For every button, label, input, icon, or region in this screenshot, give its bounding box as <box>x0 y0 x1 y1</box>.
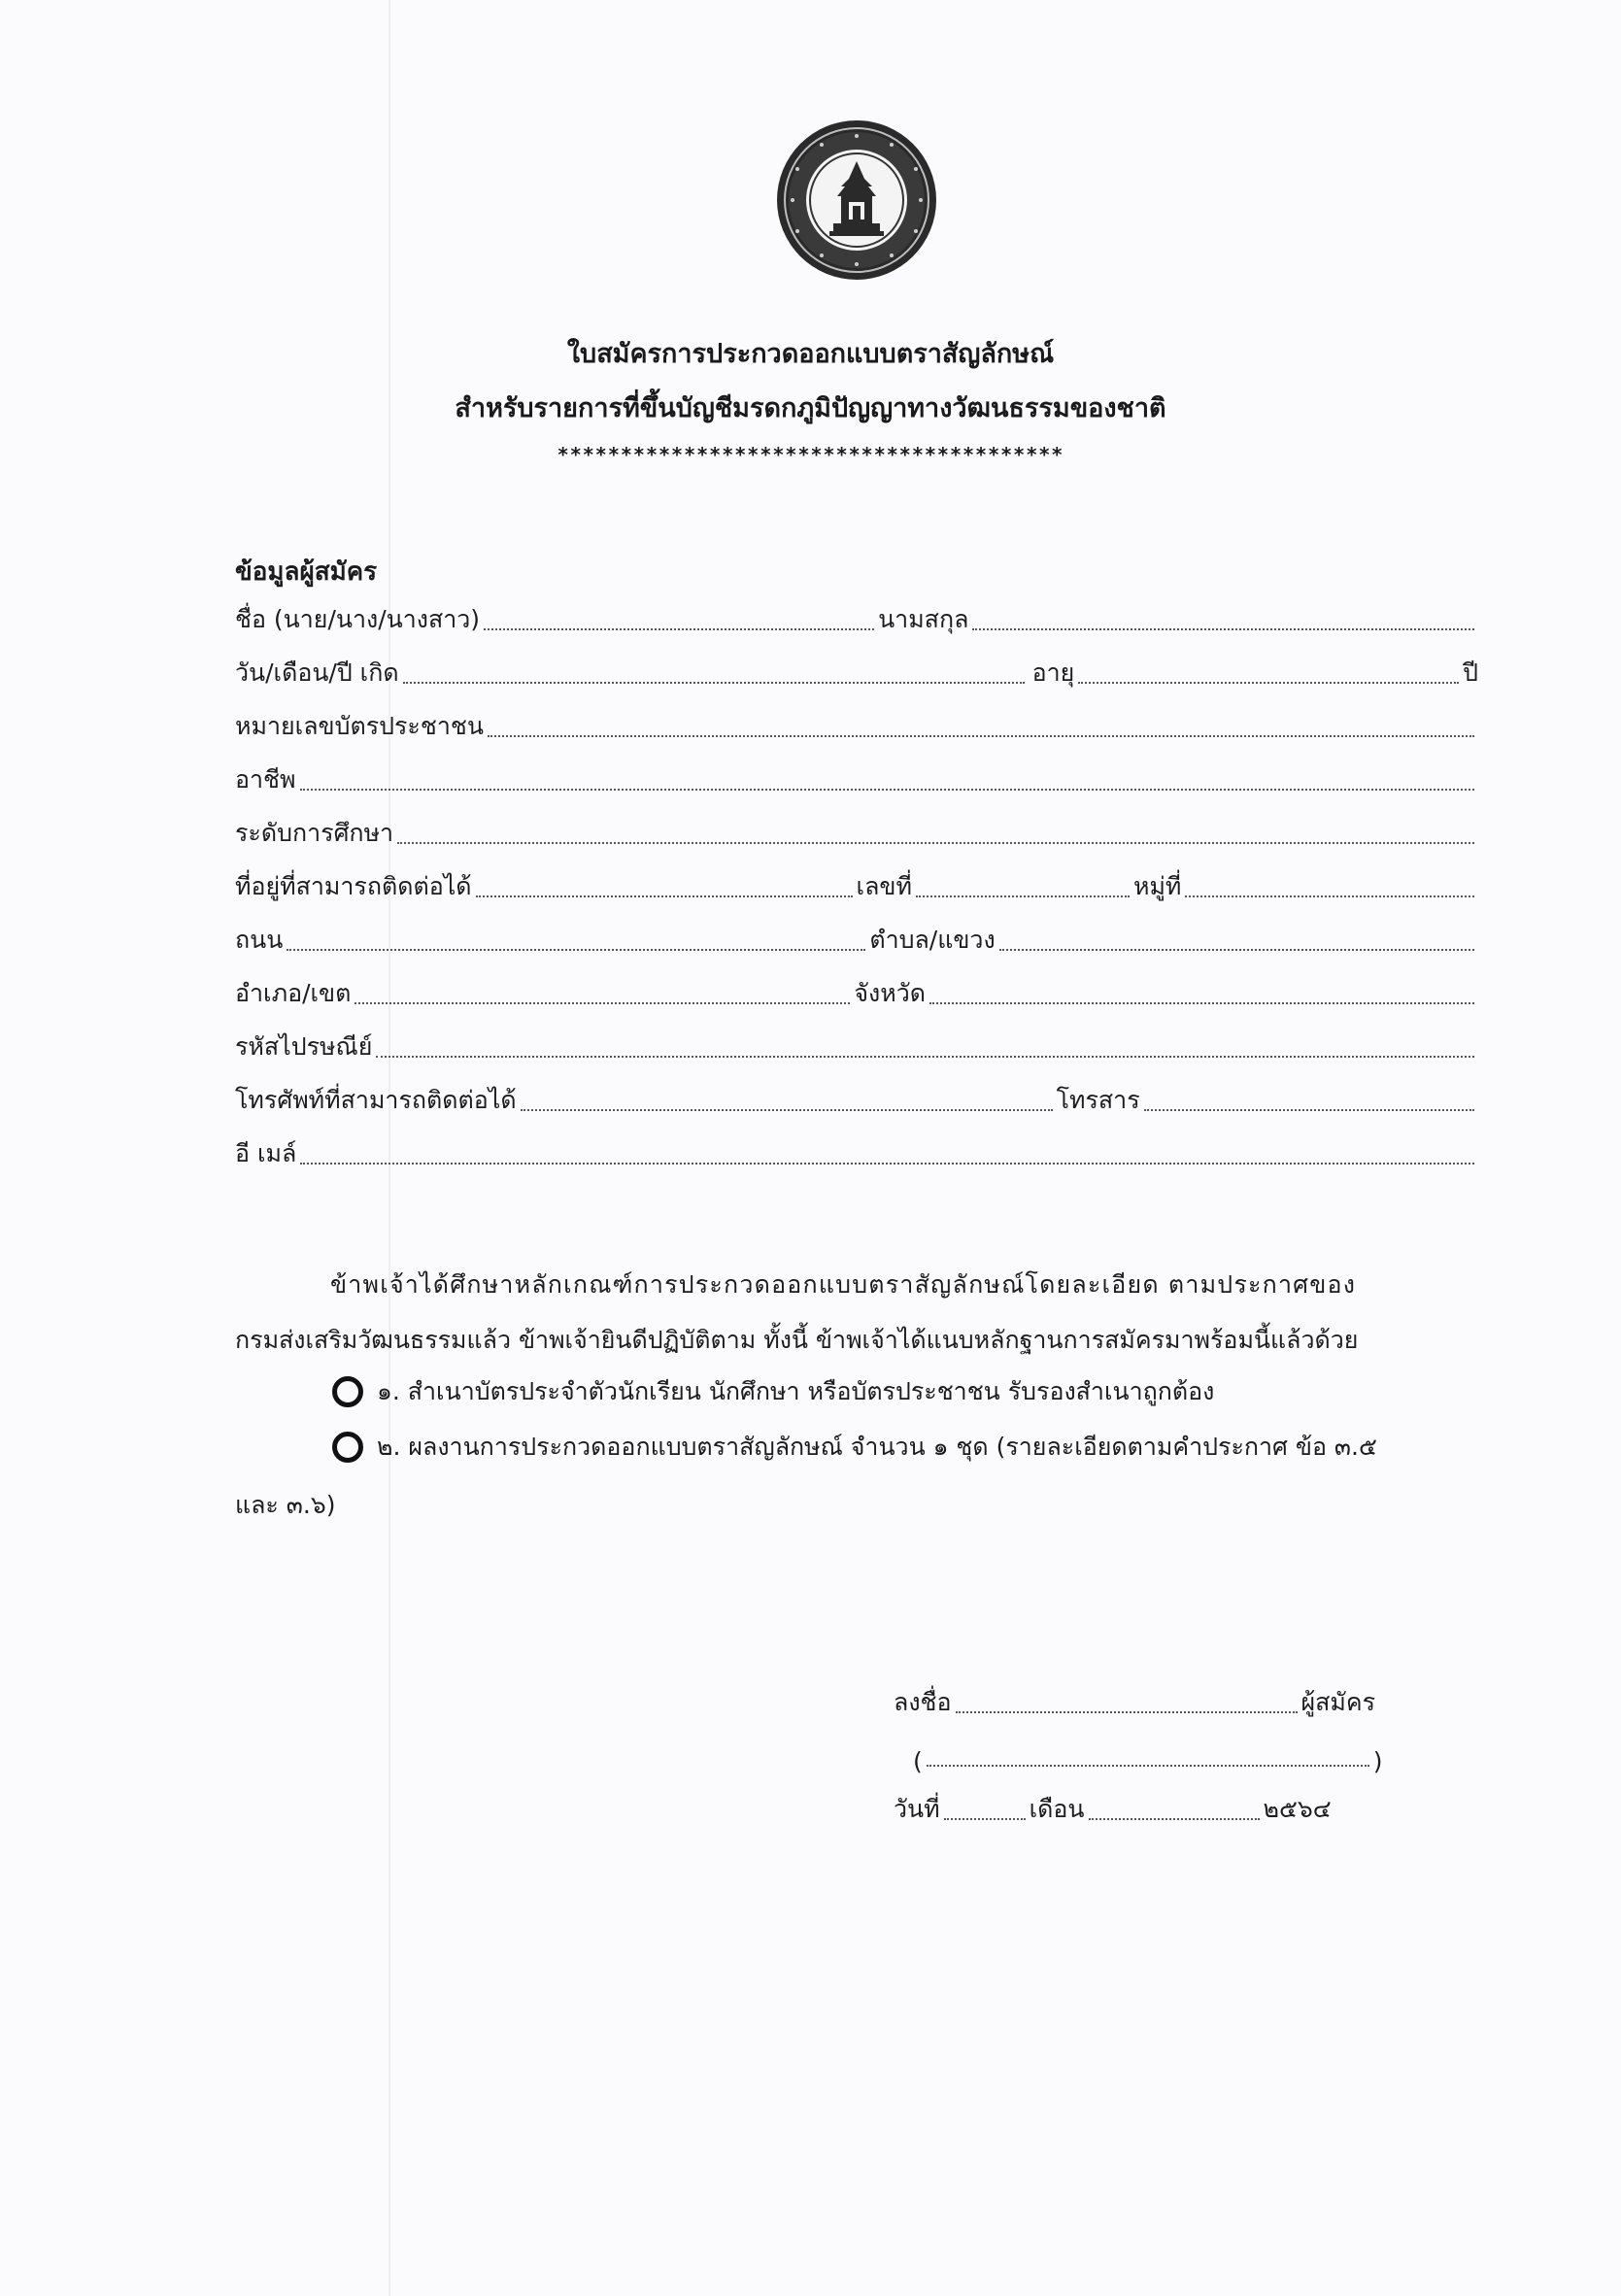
label-name-prefix: ชื่อ (นาย/นาง/นางสาว) <box>235 605 481 633</box>
label-age: อายุ <box>1031 658 1075 687</box>
open-paren: ( <box>913 1747 923 1775</box>
declaration-line-1: ข้าพเจ้าได้ศึกษาหลักเกณฑ์การประกวดออกแบบตราสัญลักษณ์โดยละเอียด ตามประกาศของ <box>330 1270 1357 1299</box>
label-occupation: อาชีพ <box>235 765 296 793</box>
label-month: เดือน <box>1029 1795 1085 1823</box>
field-province[interactable] <box>929 1001 1474 1004</box>
label-day: วันที่ <box>894 1795 940 1823</box>
field-phone[interactable] <box>521 1108 1053 1111</box>
label-district: อำเภอ/เขต <box>235 979 352 1007</box>
signature-row <box>894 1683 1418 1722</box>
label-fax: โทรสาร <box>1056 1086 1140 1114</box>
field-village-no[interactable] <box>1185 895 1474 897</box>
label-id-card: หมายเลขบัตรประชาชน <box>235 712 484 740</box>
field-postal-code[interactable] <box>376 1055 1474 1058</box>
row-education <box>235 814 1478 853</box>
checkbox-circle-icon[interactable] <box>332 1432 363 1463</box>
label-education: ระดับการศึกษา <box>235 819 394 847</box>
form-subtitle: สำหรับรายการที่ขึ้นบัญชีมรดกภูมิปัญญาทางวัฒนธรรมของชาติ <box>455 393 1166 423</box>
field-month[interactable] <box>1089 1817 1260 1820</box>
field-district[interactable] <box>355 1001 850 1004</box>
row-road <box>235 921 1478 960</box>
field-printed-name[interactable] <box>927 1764 1369 1767</box>
field-id-card[interactable] <box>488 734 1474 737</box>
field-fax[interactable] <box>1144 1108 1474 1111</box>
label-village-no: หมู่ที่ <box>1132 872 1182 900</box>
field-first-name[interactable] <box>484 627 874 630</box>
label-sign: ลงชื่อ <box>894 1688 952 1716</box>
label-birth-date: วัน/เดือน/ปี เกิด <box>235 658 399 687</box>
field-address[interactable] <box>476 895 853 897</box>
field-road[interactable] <box>287 948 865 951</box>
field-surname[interactable] <box>972 627 1474 630</box>
row-postal-code <box>235 1028 1478 1066</box>
field-email[interactable] <box>300 1162 1474 1165</box>
label-house-no: เลขที่ <box>856 872 912 900</box>
field-occupation[interactable] <box>300 788 1475 791</box>
label-email: อี เมล์ <box>235 1139 297 1167</box>
row-name <box>235 600 1478 639</box>
row-birth-age <box>235 654 1478 692</box>
field-day[interactable] <box>944 1817 1026 1820</box>
form-title: ใบสมัครการประกวดออกแบบตราสัญลักษณ์ <box>566 339 1055 369</box>
row-district <box>235 974 1478 1013</box>
field-subdistrict[interactable] <box>999 948 1474 951</box>
label-age-unit: ปี <box>1463 658 1478 687</box>
attachment-1-text: ๑. สำเนาบัตรประจำตัวนักเรียน นักศึกษา หรือบัตรประชาชน รับรองสำเนาถูกต้อง <box>377 1377 1215 1405</box>
separator-line: **************************************** <box>557 443 1064 466</box>
close-paren: ) <box>1372 1747 1383 1775</box>
label-road: ถนน <box>235 926 284 954</box>
field-education[interactable] <box>397 841 1474 844</box>
label-surname: นามสกุล <box>878 605 969 633</box>
attachment-item-1 <box>332 1372 1488 1411</box>
date-row <box>894 1790 1418 1829</box>
attachment-2-text: ๒. ผลงานการประกวดออกแบบตราสัญลักษณ์ จำนวน ๑ ชุด (รายละเอียดตามคำประกาศ ข้อ ๓.๕ <box>377 1433 1377 1461</box>
declaration-line-2: กรมส่งเสริมวัฒนธรรมแล้ว ข้าพเจ้ายินดีปฏิบัติตาม ทั้งนี้ ข้าพเจ้าได้แนบหลักฐานการสมัครมาพร้อมนี้แล้วด้วย <box>235 1326 1359 1354</box>
label-postal-code: รหัสไปรษณีย์ <box>235 1032 373 1061</box>
label-address: ที่อยู่ที่สามารถติดต่อได้ <box>235 872 472 900</box>
row-phone <box>235 1081 1478 1120</box>
label-phone: โทรศัพท์ที่สามารถติดต่อได้ <box>235 1086 517 1114</box>
year-value: ๒๕๖๔ <box>1263 1795 1332 1823</box>
department-seal-icon <box>775 118 938 282</box>
field-birth-date[interactable] <box>403 681 1025 684</box>
field-house-no[interactable] <box>916 895 1130 897</box>
label-subdistrict: ตำบล/แขวง <box>869 926 996 954</box>
label-applicant: ผู้สมัคร <box>1300 1688 1376 1716</box>
row-email <box>235 1134 1478 1173</box>
field-signature[interactable] <box>956 1710 1298 1713</box>
label-province: จังหวัด <box>854 979 926 1007</box>
printed-name-row <box>913 1737 1437 1775</box>
row-id-card <box>235 707 1478 746</box>
checkbox-circle-icon[interactable] <box>332 1376 363 1407</box>
field-age[interactable] <box>1078 681 1459 684</box>
section-heading-applicant-info: ข้อมูลผู้สมัคร <box>235 557 378 587</box>
row-occupation <box>235 760 1478 799</box>
attachment-2-continued: และ ๓.๖) <box>235 1491 336 1519</box>
attachment-item-2 <box>332 1428 1488 1467</box>
row-address <box>235 867 1478 906</box>
